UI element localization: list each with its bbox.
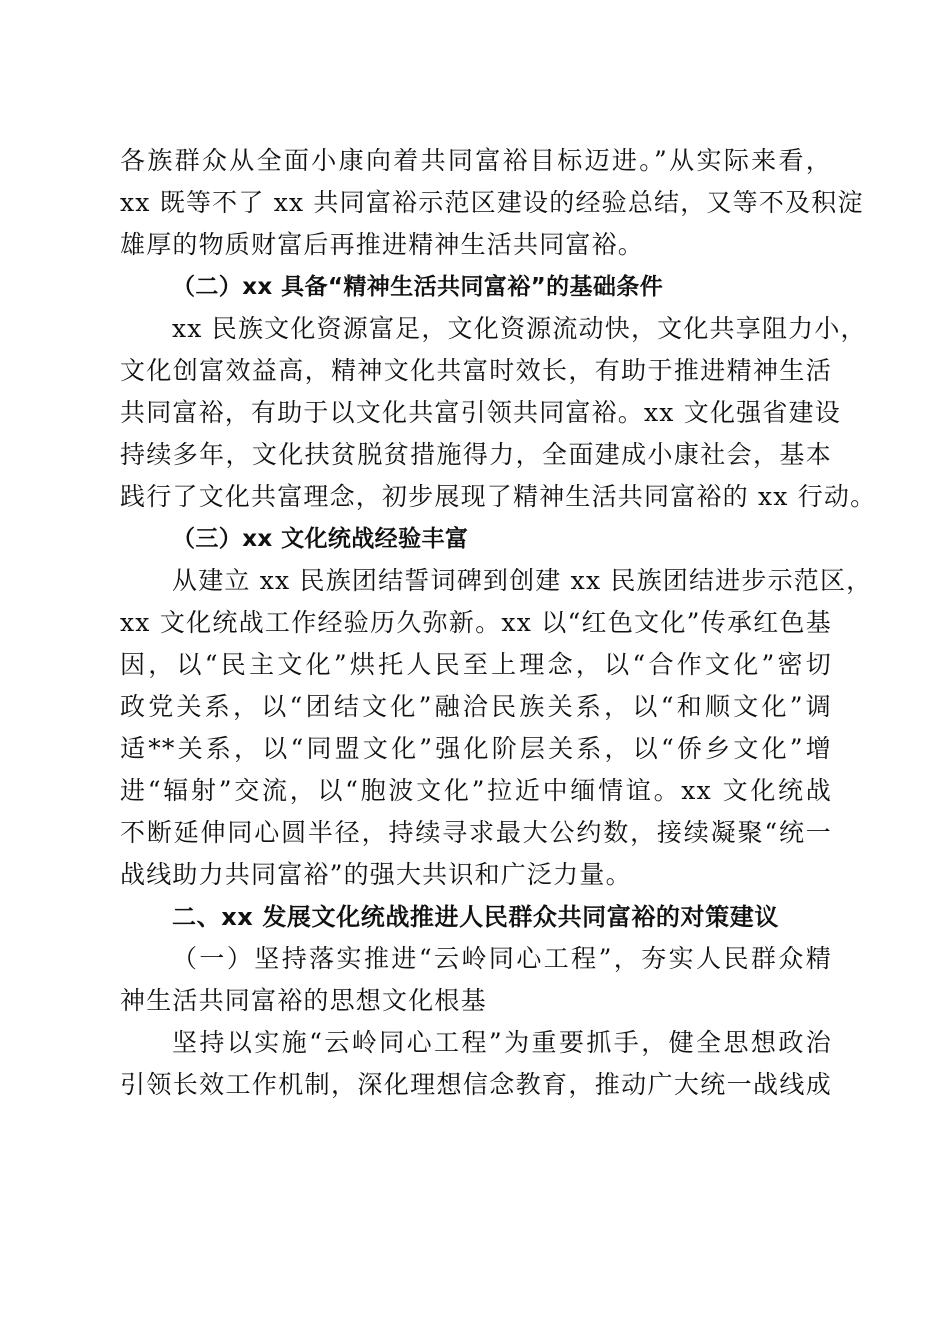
text-line: 坚持以实施“云岭同心工程”为重要抓手，健全思想政治 — [172, 1028, 832, 1057]
text-line: 共同富裕，有助于以文化共富引领共同富裕。xx 文化强省建设 — [120, 398, 841, 427]
text-line: 适**关系，以“同盟文化”强化阶层关系，以“侨乡文化”增 — [120, 734, 832, 763]
text-line: 文化创富效益高，精神文化共富时效长，有助于推进精神生活 — [120, 356, 832, 385]
text-line: 持续多年，文化扶贫脱贫措施得力，全面建成小康社会，基本 — [120, 440, 832, 469]
text-line: 战线助力共同富裕”的强大共识和广泛力量。 — [120, 860, 632, 889]
part-heading-2: 二、xx 发展文化统战推进人民群众共同富裕的对策建议 — [172, 903, 779, 931]
paragraph-united-front — [120, 560, 873, 896]
text-line: 神生活共同富裕的思想文化根基 — [120, 986, 487, 1015]
section-heading-3: （三）xx 文化统战经验丰富 — [172, 526, 469, 552]
text-line: （一）坚持落实推进“云岭同心工程”，夯实人民群众精 — [172, 944, 832, 973]
text-line: 政党关系，以“团结文化”融洽民族关系，以“和顺文化”调 — [120, 692, 832, 721]
text-line: 因，以“民主文化”烘托人民至上理念，以“合作文化”密切 — [120, 650, 832, 679]
section-heading-2: （二）xx 具备“精神生活共同富裕”的基础条件 — [172, 274, 664, 300]
text-line: xx 民族文化资源富足，文化资源流动快，文化共享阻力小， — [172, 314, 867, 343]
text-line: 进“辐射”交流，以“胞波文化”拉近中缅情谊。xx 文化统战 — [120, 776, 832, 805]
text-line: xx 文化统战工作经验历久弥新。xx 以“红色文化”传承红色基 — [120, 608, 832, 637]
paragraph-continuation — [120, 140, 864, 266]
text-line: xx 既等不了 xx 共同富裕示范区建设的经验总结，又等不及积淀 — [120, 188, 864, 217]
text-line: 从建立 xx 民族团结誓词碑到创建 xx 民族团结进步示范区， — [172, 566, 873, 595]
text-line: 践行了文化共富理念，初步展现了精神生活共同富裕的 xx 行动。 — [120, 482, 877, 511]
text-line: 不断延伸同心圆半径，持续寻求最大公约数，接续凝聚“统一 — [120, 818, 832, 847]
subsection-heading-1 — [120, 938, 832, 1022]
text-line: 各族群众从全面小康向着共同富裕目标迈进。”从实际来看， — [120, 146, 832, 175]
document-page — [120, 140, 877, 1106]
text-line: 雄厚的物质财富后再推进精神生活共同富裕。 — [120, 230, 645, 259]
paragraph-foundation — [120, 308, 877, 518]
paragraph-yunling — [120, 1022, 832, 1106]
text-line: 引领长效工作机制，深化理想信念教育，推动广大统一战线成 — [120, 1070, 832, 1099]
